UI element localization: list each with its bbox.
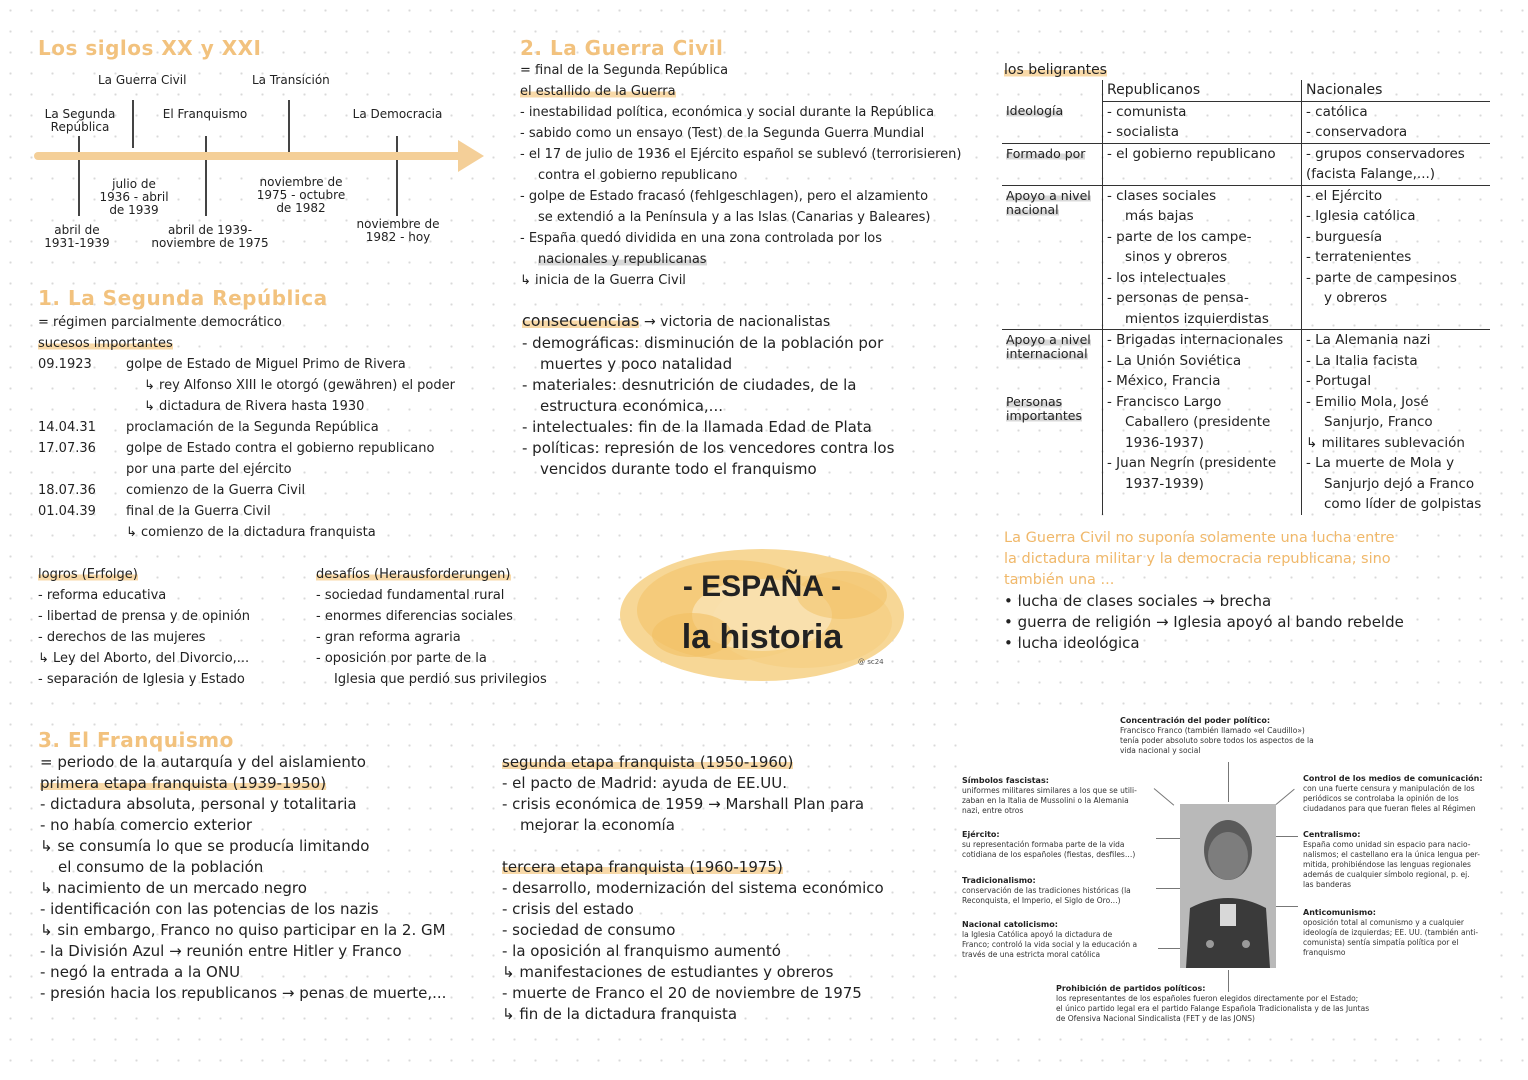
note-line: la dictadura militar y la democracia republicana, sino xyxy=(1004,551,1391,567)
cell-line: - burguesía xyxy=(1306,228,1383,245)
etapa1-item: ↳ se consumía lo que se producía limitando xyxy=(40,837,370,855)
franco-left-title: Ejército: xyxy=(962,830,1000,839)
event-text: final de la Guerra Civil xyxy=(126,504,271,519)
bullet-item: • lucha ideológica xyxy=(1004,634,1140,652)
timeline-date-franquismo: abril de 1939- noviembre de 1975 xyxy=(151,223,269,250)
etapa3-item: - la oposición al franquismo aumentó xyxy=(502,942,781,960)
cell-line: - el Ejército xyxy=(1306,187,1383,204)
cell-line: Sanjurjo dejó a Franco xyxy=(1324,475,1475,492)
timeline-label-franquismo: El Franquismo xyxy=(162,107,248,121)
cell-line: - conservadora xyxy=(1306,124,1408,140)
center-title-line1: - ESPAÑA - xyxy=(682,570,842,603)
franquismo-block-left xyxy=(40,752,446,1004)
etapa3-item: - muerte de Franco el 20 de noviembre de 1975 xyxy=(502,984,862,1002)
franco-top-text: vida nacional y social xyxy=(1120,746,1201,755)
cell-line: (facista Falange,...) xyxy=(1306,166,1436,182)
etapa3-item: ↳ manifestaciones de estudiantes y obreros xyxy=(502,963,834,981)
timeline-tick xyxy=(396,136,398,216)
cell-line: mientos izquierdistas xyxy=(1125,310,1269,327)
event-text: ↳ dictadura de Rivera hasta 1930 xyxy=(144,399,365,414)
franco-left-text: Reconquista, el Imperio, el Siglo de Oro…) xyxy=(962,896,1121,905)
franquismo-definition: = periodo de la autarquía y del aislamiento xyxy=(40,753,366,771)
etapa1-item: - identificación con las potencias de los nazis xyxy=(40,900,379,918)
guerra-civil-title: 2. La Guerra Civil xyxy=(520,36,724,60)
row-label-formado-por: Formado por xyxy=(1006,145,1086,161)
franquismo-title: 3. El Franquismo xyxy=(38,728,234,752)
desafio-item: - sociedad fundamental rural xyxy=(316,588,505,603)
cell-line: como líder de golpistas xyxy=(1324,496,1482,512)
cell-line: - grupos conservadores xyxy=(1306,145,1465,162)
etapa1-item: - negó la entrada a la ONU xyxy=(40,963,241,981)
etapa3-item: ↳ fin de la dictadura franquista xyxy=(502,1005,738,1023)
franco-right-title: Anticomunismo: xyxy=(1303,908,1376,917)
estallido-item: nacionales y republicanas xyxy=(538,252,707,267)
timeline-date-democracia: noviembre de 1982 - hoy xyxy=(356,217,440,244)
cell-line: - Juan Negrín (presidente xyxy=(1107,455,1277,471)
logros-label: logros (Erfolge) xyxy=(38,567,138,582)
etapa1-item: - la División Azul → reunión entre Hitler y Franco xyxy=(40,942,402,960)
franco-left-text: zaban en la Italia de Mussolini o la Alemania xyxy=(962,796,1129,805)
franco-left-text: la Iglesia Católica apoyó la dictadura de xyxy=(962,930,1113,939)
note-line: también una ... xyxy=(1004,572,1115,588)
franco-infographic xyxy=(958,712,1498,1034)
estallido-item: - sabido como un ensayo (Test) de la Segunda Guerra Mundial xyxy=(520,126,925,141)
guerra-bullets xyxy=(1004,591,1404,654)
consecuencias-block xyxy=(522,310,894,480)
etapa1-item: ↳ nacimiento de un mercado negro xyxy=(40,879,307,897)
franco-right-text: periódicos se controlaba la opinión de los xyxy=(1303,794,1459,803)
timeline-arrow-bar xyxy=(34,152,464,160)
timeline-label-segunda-republica: La Segunda República xyxy=(44,107,116,134)
cell-line: - el gobierno republicano xyxy=(1107,145,1276,162)
estallido-label: el estallido de la Guerra xyxy=(520,84,676,99)
franco-left-text: cotidiana de los españoles (fiestas, desfiles…) xyxy=(962,850,1136,859)
victoria-text: → victoria de nacionalistas xyxy=(644,314,831,330)
event-date: 09.1923 xyxy=(38,357,92,372)
event-text: golpe de Estado contra el gobierno republicano xyxy=(126,441,435,456)
franco-left-title: Nacional catolicismo: xyxy=(962,920,1058,929)
franco-right-text: las banderas xyxy=(1303,880,1352,889)
guerra-civil-definition: = final de la Segunda República xyxy=(520,63,729,78)
franco-right-text: además de cualquier símbolo regional, p. ej. xyxy=(1303,870,1470,879)
franco-right-text: ideología de izquierdas; EE. UU. (también anti- xyxy=(1303,928,1479,937)
franco-left-title: Símbolos fascistas: xyxy=(962,776,1049,785)
segunda-republica-definition: = régimen parcialmente democrático xyxy=(38,315,282,330)
estallido-item: contra el gobierno republicano xyxy=(538,168,738,183)
etapa1-item: ↳ sin embargo, Franco no quiso participar en la 2. GM xyxy=(40,921,446,939)
franquismo-block-right xyxy=(502,752,884,1025)
cell-line: - parte de los campe- xyxy=(1107,228,1252,245)
cell-line: más bajas xyxy=(1125,208,1194,224)
franco-right-text: con una fuerte censura y manipulación de los xyxy=(1303,784,1475,793)
franco-portrait xyxy=(1180,804,1276,968)
event-text: ↳ rey Alfonso XIII le otorgó (gewähren) el poder xyxy=(144,378,455,393)
event-date: 17.07.36 xyxy=(38,441,96,456)
etapa1-label: primera etapa franquista (1939-1950) xyxy=(40,774,327,792)
segunda-republica-title: 1. La Segunda República xyxy=(38,286,328,310)
logro-item: - derechos de las mujeres xyxy=(38,630,206,645)
franco-bottom-title: Prohibición de partidos políticos: xyxy=(1056,984,1206,993)
yellow-scribble-icon xyxy=(612,540,912,690)
franco-bottom-text: el único partido legal era el partido Falange Española Tradicionalista y de las Juntas xyxy=(1056,1004,1370,1013)
cell-line: - terratenientes xyxy=(1306,249,1412,265)
desafios-list xyxy=(316,564,547,690)
etapa2-label: segunda etapa franquista (1950-1960) xyxy=(502,753,794,771)
cell-line: - México, Francia xyxy=(1107,373,1221,389)
event-text: golpe de Estado de Miguel Primo de Rivera xyxy=(126,357,406,372)
cell-line: sinos y obreros xyxy=(1125,249,1228,265)
franco-portrait-icon xyxy=(1180,804,1276,968)
franco-bottom-text: los representantes de los españoles fueron elegidos directamente por el Estado; xyxy=(1056,994,1359,1003)
cell-line: - clases sociales xyxy=(1107,187,1217,204)
beligerantes-title: los beligrantes xyxy=(1004,62,1107,78)
note-line: La Guerra Civil no suponía solamente una lucha entre xyxy=(1004,530,1395,546)
consecuencia-item: - intelectuales: fin de la llamada Edad de Plata xyxy=(522,418,872,436)
desafio-item: - oposición por parte de la xyxy=(316,651,487,666)
estallido-item: - inestabilidad política, económica y social durante la República xyxy=(520,105,935,120)
estallido-item: ↳ inicia de la Guerra Civil xyxy=(520,273,686,288)
franco-right-text: mitida, prohibiéndose las lenguas regionales xyxy=(1303,860,1471,869)
bullet-item: • lucha de clases sociales → brecha xyxy=(1004,592,1272,610)
franco-left-text: nazi, entre otros xyxy=(962,806,1024,815)
cell-line: - La muerte de Mola y xyxy=(1306,455,1455,471)
etapa1-item: - no había comercio exterior xyxy=(40,816,253,834)
desafio-item: - enormes diferencias sociales xyxy=(316,609,513,624)
consecuencia-item: - materiales: desnutrición de ciudades, de la xyxy=(522,376,857,394)
logros-list xyxy=(38,564,250,690)
cell-line: 1936-1937) xyxy=(1125,434,1204,451)
timeline-arrow-head xyxy=(458,140,484,172)
logro-item: ↳ Ley del Aborto, del Divorcio,... xyxy=(38,651,250,666)
franco-left-text: uniformes militares similares a los que se utili- xyxy=(962,786,1137,795)
etapa3-item: - crisis del estado xyxy=(502,900,634,918)
row-label-ideologia: Ideología xyxy=(1006,103,1064,118)
franco-left-title: Tradicionalismo: xyxy=(962,876,1036,885)
estallido-block xyxy=(520,60,961,291)
cell-line: y obreros xyxy=(1324,290,1388,306)
desafio-item: Iglesia que perdió sus privilegios xyxy=(334,672,547,687)
logro-item: - separación de Iglesia y Estado xyxy=(38,672,245,687)
timeline-tick xyxy=(288,100,290,160)
cell-line: Sanjurjo, Franco xyxy=(1324,414,1433,430)
timeline-tick xyxy=(132,100,134,148)
etapa3-label: tercera etapa franquista (1960-1975) xyxy=(502,858,783,876)
franco-left-text: Franco; controló la vida social y la educación a xyxy=(962,940,1138,949)
header-republicanos: Republicanos xyxy=(1103,80,1302,101)
timeline-title: Los siglos XX y XXI xyxy=(38,36,262,60)
estallido-item: se extendió a la Península y a las Islas (Canarias y Baleares) xyxy=(538,210,931,225)
etapa1-item: - presión hacia los republicanos → penas de muerte,... xyxy=(40,984,447,1002)
etapa1-item: el consumo de la población xyxy=(58,858,264,876)
timeline-label-guerra-civil: La Guerra Civil xyxy=(98,73,187,87)
cell-line: - comunista xyxy=(1107,103,1187,120)
cell-line: - parte de campesinos xyxy=(1306,269,1457,286)
franco-right-title: Centralismo: xyxy=(1303,830,1361,839)
franco-top-title: Concentración del poder político: xyxy=(1120,716,1271,725)
etapa3-item: - desarrollo, modernización del sistema económico xyxy=(502,879,884,897)
estallido-item: - España quedó dividida en una zona controlada por los xyxy=(520,231,883,246)
cell-line: - Francisco Largo xyxy=(1107,393,1222,410)
consecuencia-item: - políticas: represión de los vencedores contra los xyxy=(522,439,895,457)
guerra-note xyxy=(1004,528,1395,591)
consecuencia-item: estructura económica,... xyxy=(540,397,723,415)
franco-left-text: conservación de las tradiciones históricas (la xyxy=(962,886,1131,895)
bullet-item: • guerra de religión → Iglesia apoyó al bando rebelde xyxy=(1004,613,1404,631)
event-date: 14.04.31 xyxy=(38,420,96,435)
cell-line: - La Unión Soviética xyxy=(1107,352,1242,369)
cell-line: - Brigadas internacionales xyxy=(1107,332,1284,348)
franco-right-title: Control de los medios de comunicación: xyxy=(1303,774,1483,783)
etapa2-item: - el pacto de Madrid: ayuda de EE.UU. xyxy=(502,774,788,792)
etapa1-item: - dictadura absoluta, personal y totalitaria xyxy=(40,795,357,813)
cell-line: Caballero (presidente xyxy=(1125,414,1271,430)
consecuencia-item: vencidos durante todo el franquismo xyxy=(540,460,817,478)
franco-right-text: ciudadanos para que fueran fieles al Régimen xyxy=(1303,804,1476,813)
etapa3-item: - sociedad de consumo xyxy=(502,921,676,939)
timeline-tick xyxy=(78,136,80,216)
franco-right-text: comunista) sentía simpatía política por el xyxy=(1303,938,1459,947)
timeline-label-transicion: La Transición xyxy=(252,73,330,87)
franco-top-text: tenía poder absoluto sobre todos los aspectos de la xyxy=(1120,736,1314,745)
timeline-label-democracia: La Democracia xyxy=(352,107,443,121)
consecuencia-item: - demográficas: disminución de la población por xyxy=(522,334,884,352)
center-title-line2: la historia xyxy=(681,618,843,656)
franco-right-text: franquismo xyxy=(1303,948,1346,957)
cell-line: - católica xyxy=(1306,103,1368,120)
etapa2-item: mejorar la economía xyxy=(520,816,675,834)
cell-line: - La Italia facista xyxy=(1306,352,1418,369)
estallido-item: - el 17 de julio de 1936 el Ejército español se sublevó (terrorisieren) xyxy=(520,147,962,162)
header-nacionales: Nacionales xyxy=(1302,80,1491,101)
franco-top-text: Francisco Franco (también llamado «el Caudillo») xyxy=(1120,726,1305,735)
desafios-label: desafíos (Herausforderungen) xyxy=(316,567,511,582)
franco-left-text: través de una estricta moral católica xyxy=(962,950,1101,959)
event-text: proclamación de la Segunda República xyxy=(126,420,379,435)
etapa2-item: - crisis económica de 1959 → Marshall Plan para xyxy=(502,795,865,813)
franco-right-text: España como unidad sin espacio para nacio- xyxy=(1303,840,1471,849)
timeline-date-segunda-republica: abril de 1931-1939 xyxy=(44,223,110,250)
event-date: 01.04.39 xyxy=(38,504,96,519)
timeline-date-transicion: noviembre de 1975 - octubre de 1982 xyxy=(256,175,346,215)
cell-line: - socialista xyxy=(1107,124,1180,140)
row-label-personas: Personas importantes xyxy=(1006,393,1082,423)
event-text: comienzo de la Guerra Civil xyxy=(126,483,306,498)
cell-line: ↳ militares sublevación xyxy=(1306,434,1465,451)
franco-right-text: oposición total al comunismo y a cualquier xyxy=(1303,918,1464,927)
cell-line: - Emilio Mola, José xyxy=(1306,393,1429,410)
cell-line: - La Alemania nazi xyxy=(1306,332,1431,348)
event-date: 18.07.36 xyxy=(38,483,96,498)
logro-item: - libertad de prensa y de opinión xyxy=(38,609,250,624)
cell-line: - Iglesia católica xyxy=(1306,208,1416,224)
cell-line: 1937-1939) xyxy=(1125,475,1204,492)
timeline-tick xyxy=(205,136,207,216)
estallido-item: - golpe de Estado fracasó (fehlgeschlagen), pero el alzamiento xyxy=(520,189,929,204)
row-label-apoyo-internacional: Apoyo a nivel internacional xyxy=(1006,332,1091,361)
center-title-badge xyxy=(612,540,912,690)
row-label-apoyo-nacional: Apoyo a nivel nacional xyxy=(1006,187,1091,217)
cell-line: - Portugal xyxy=(1306,373,1372,389)
franco-right-text: nalismos; el castellano era la única lengua per- xyxy=(1303,850,1480,859)
author-handle: @ sc24 xyxy=(858,658,884,666)
consecuencia-item: muertes y poco natalidad xyxy=(540,355,733,373)
sucesos-label: sucesos importantes xyxy=(38,336,173,351)
cell-line: - los intelectuales xyxy=(1107,269,1227,286)
desafio-item: - gran reforma agraria xyxy=(316,630,461,645)
consecuencias-label: consecuencias xyxy=(522,311,640,330)
event-text: por una parte del ejército xyxy=(126,462,292,477)
cell-line: - personas de pensa- xyxy=(1107,290,1249,306)
event-text: ↳ comienzo de la dictadura franquista xyxy=(126,525,376,540)
sucesos-list xyxy=(38,354,455,543)
beligerantes-table xyxy=(1002,80,1490,515)
timeline-date-guerra-civil: julio de 1936 - abril de 1939 xyxy=(99,177,169,217)
franco-bottom-text: de Ofensiva Nacional Sindicalista (FET y de las JONS) xyxy=(1056,1014,1255,1023)
franco-left-text: su representación formaba parte de la vida xyxy=(962,840,1125,849)
logro-item: - reforma educativa xyxy=(38,588,167,603)
